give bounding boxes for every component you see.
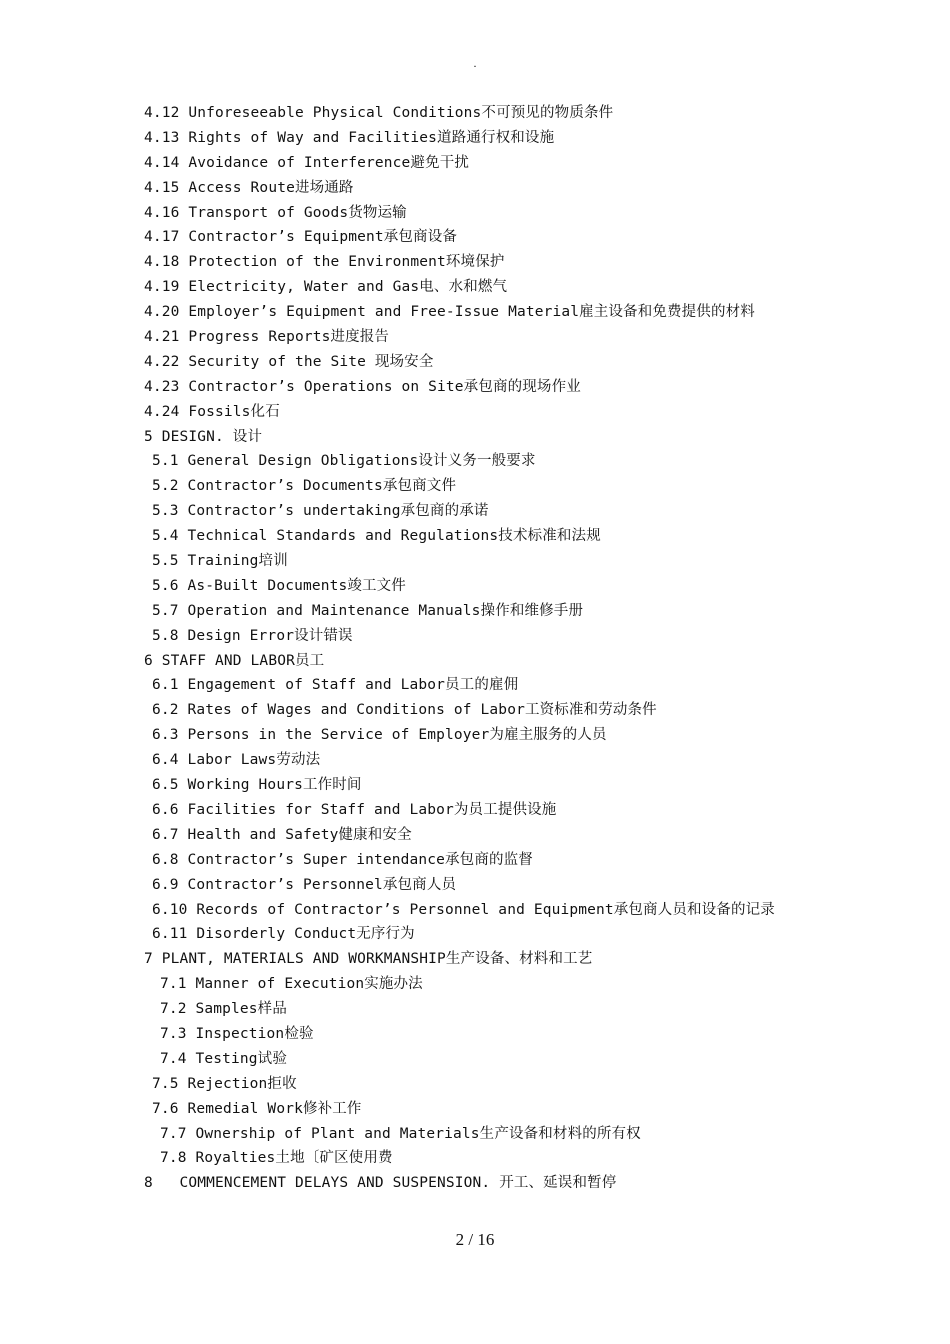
toc-entry: 5.7 Operation and Maintenance Manuals操作和维修手册	[152, 602, 584, 619]
toc-entry: 6.6 Facilities for Staff and Labor为员工提供设施	[152, 801, 557, 818]
toc-entry: 7.3 Inspection检验	[160, 1025, 314, 1042]
toc-entry: 6 STAFF AND LABOR员工	[144, 652, 325, 669]
toc-entry: 8 COMMENCEMENT DELAYS AND SUSPENSION. 开工、延误和暂停	[144, 1175, 617, 1192]
toc-entry: 6.4 Labor Laws劳动法	[152, 752, 321, 769]
toc-entry: 5.6 As-Built Documents竣工文件	[152, 577, 406, 594]
toc-entry: 7.7 Ownership of Plant and Materials生产设备和材料的所有权	[160, 1125, 641, 1142]
toc-entry: 4.15 Access Route进场通路	[144, 179, 354, 196]
toc-entry: 4.18 Protection of the Environment环境保护	[144, 254, 505, 271]
toc-entry: 6.5 Working Hours工作时间	[152, 777, 362, 794]
toc-entry: 5.2 Contractor’s Documents承包商文件	[152, 478, 457, 495]
toc-entry: 5.3 Contractor’s undertaking承包商的承诺	[152, 503, 489, 520]
toc-entry: 6.11 Disorderly Conduct无序行为	[152, 926, 415, 943]
toc-entry: 7.5 Rejection拒收	[152, 1075, 297, 1092]
toc-entry: 4.21 Progress Reports进度报告	[144, 329, 390, 346]
toc-entry: 7 PLANT, MATERIALS AND WORKMANSHIP生产设备、材料和工艺	[144, 951, 593, 968]
header-mark: .	[473, 56, 477, 70]
toc-entry: 5.8 Design Error设计错误	[152, 627, 353, 644]
toc-entry: 4.16 Transport of Goods货物运输	[144, 204, 407, 221]
toc-entry: 6.1 Engagement of Staff and Labor员工的雇佣	[152, 677, 519, 694]
toc-entry: 4.14 Avoidance of Interference避免干扰	[144, 154, 469, 171]
toc-entry: 7.6 Remedial Work修补工作	[152, 1100, 362, 1117]
toc-entry: 5.4 Technical Standards and Regulations技术标准和法规	[152, 528, 601, 545]
toc-entry: 7.8 Royalties土地〔矿区使用费	[160, 1150, 393, 1167]
toc-entry: 6.10 Records of Contractor’s Personnel and Equipment承包商人员和设备的记录	[152, 901, 775, 918]
toc-entry: 4.12 Unforeseeable Physical Conditions不可预见的物质条件	[144, 105, 614, 121]
toc-entry: 4.17 Contractor’s Equipment承包商设备	[144, 229, 458, 246]
page-number: 2 / 16	[455, 1230, 495, 1249]
toc-entry: 5.5 Training培训	[152, 553, 288, 570]
toc-entry: 6.7 Health and Safety健康和安全	[152, 826, 412, 843]
toc-entry: 5 DESIGN. 设计	[144, 428, 263, 445]
table-of-contents	[144, 101, 775, 1196]
toc-entry: 4.22 Security of the Site 现场安全	[144, 353, 434, 370]
toc-entry: 4.23 Contractor’s Operations on Site承包商的现场作业	[144, 378, 581, 395]
toc-entry: 5.1 General Design Obligations设计义务一般要求	[152, 453, 536, 470]
toc-entry: 6.9 Contractor’s Personnel承包商人员	[152, 876, 457, 893]
toc-entry: 4.19 Electricity, Water and Gas电、水和燃气	[144, 279, 508, 296]
toc-entry: 7.2 Samples样品	[160, 1001, 287, 1018]
toc-entry: 6.3 Persons in the Service of Employer为雇主服务的人员	[152, 727, 607, 744]
toc-entry: 6.8 Contractor’s Super intendance承包商的监督	[152, 851, 533, 868]
toc-entry: 4.20 Employer’s Equipment and Free-Issue Material雇主设备和免费提供的材料	[144, 304, 755, 321]
toc-entry: 4.13 Rights of Way and Facilities道路通行权和设施	[144, 129, 555, 146]
toc-entry: 7.1 Manner of Execution实施办法	[160, 976, 423, 993]
toc-entry: 7.4 Testing试验	[160, 1050, 287, 1067]
toc-entry: 4.24 Fossils化石	[144, 403, 280, 420]
toc-entry: 6.2 Rates of Wages and Conditions of Labor工资标准和劳动条件	[152, 702, 657, 719]
